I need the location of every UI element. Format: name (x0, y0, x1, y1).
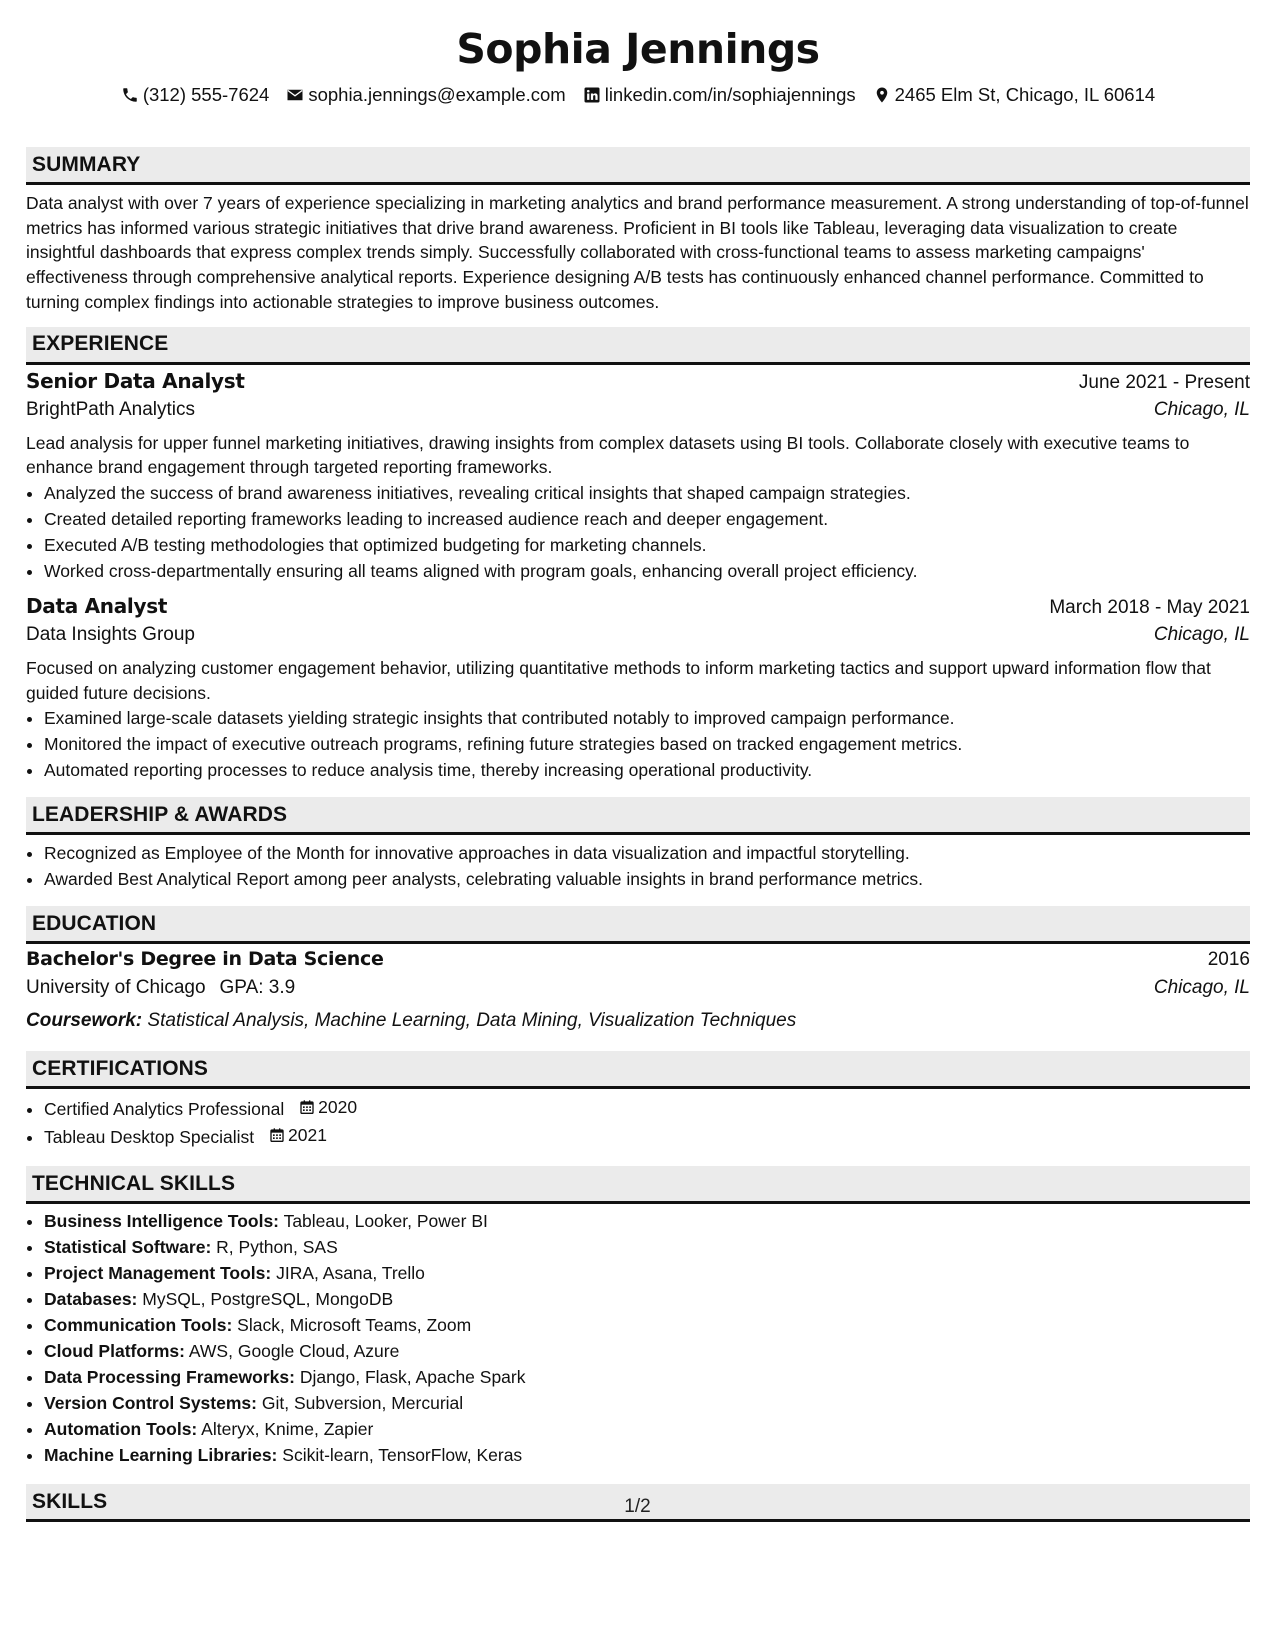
candidate-name: Sophia Jennings (456, 25, 820, 73)
list-item: • Automated reporting processes to reduce analysis time, thereby increasing operational productivity. (44, 757, 1250, 783)
skill-values: Alteryx, Knime, Zapier (201, 1419, 374, 1440)
summary-heading: SUMMARY (26, 147, 1250, 185)
leadership-list (26, 840, 1250, 892)
job-bullets (26, 705, 1250, 783)
list-item (44, 1442, 1250, 1468)
calendar-icon (299, 1099, 315, 1115)
list-item (44, 1338, 1250, 1364)
list-item (44, 1260, 1250, 1286)
education-heading: EDUCATION (26, 906, 1250, 944)
calendar-icon (269, 1127, 285, 1143)
list-item (44, 1364, 1250, 1390)
phone-text: (312) 555-7624 (142, 84, 270, 105)
cert-year: 2020 (318, 1097, 358, 1118)
list-item: • Monitored the impact of executive outreach programs, refining future strategies based on tracked engagement metrics. (44, 731, 1250, 757)
list-item: • Awarded Best Analytical Report among peer analysts, celebrating valuable insights in brand performance metrics. (44, 866, 1250, 892)
list-item (44, 1234, 1250, 1260)
list-item: • Executed A/B testing methodologies that optimized budgeting for marketing channels. (44, 532, 1250, 558)
certifications-heading: CERTIFICATIONS (26, 1051, 1250, 1089)
list-item: • Analyzed the success of brand awareness initiatives, revealing critical insights that shaped campaign strategies. (44, 480, 1250, 506)
skill-category: Data Processing Frameworks: (44, 1367, 295, 1388)
skill-category: Cloud Platforms: (44, 1341, 185, 1362)
skill-values: Scikit-learn, TensorFlow, Keras (282, 1445, 523, 1466)
coursework-list: Statistical Analysis, Machine Learning, Data Mining, Visualization Techniques (147, 1010, 797, 1032)
list-item: • Examined large-scale datasets yielding strategic insights that contributed notably to improved campaign performance. (44, 705, 1250, 731)
list-item (44, 1122, 1250, 1150)
list-item (44, 1390, 1250, 1416)
linkedin-text: linkedin.com/in/sophiajennings (604, 84, 856, 105)
list-item: • Created detailed reporting frameworks leading to increased audience reach and deeper engagement. (44, 506, 1250, 532)
technical-skills-heading: TECHNICAL SKILLS (26, 1166, 1250, 1204)
job-company: Data Insights Group (26, 623, 195, 645)
envelope-icon (286, 86, 304, 104)
resume-page (26, 0, 1250, 1522)
email-text: sophia.jennings@example.com (308, 84, 566, 105)
leadership-heading: LEADERSHIP & AWARDS (26, 797, 1250, 835)
list-item (44, 1416, 1250, 1442)
degree: Bachelor's Degree in Data Science (26, 948, 384, 971)
skill-values: Tableau, Looker, Power BI (283, 1211, 488, 1232)
job-description: Focused on analyzing customer engagement behavior, utilizing quantitative methods to inform marketing tactics and support upward information flow that guided future decisions. (26, 657, 1211, 703)
page-number: 1/2 (624, 1496, 651, 1517)
contact-bar (26, 80, 1250, 110)
skill-values: Django, Flask, Apache Spark (299, 1367, 526, 1388)
coursework (26, 1006, 1250, 1035)
graduation-year: 2016 (1207, 949, 1250, 971)
job-location: Chicago, IL (1153, 623, 1250, 645)
experience-heading: EXPERIENCE (26, 327, 1250, 365)
skill-category: Machine Learning Libraries: (44, 1445, 278, 1466)
job-dates: March 2018 - May 2021 (1049, 596, 1250, 618)
contact-email[interactable] (286, 84, 565, 106)
skill-values: R, Python, SAS (216, 1237, 338, 1258)
skill-values: JIRA, Asana, Trello (276, 1263, 425, 1284)
skill-values: Git, Subversion, Mercurial (261, 1393, 464, 1414)
skill-values: MySQL, PostgreSQL, MongoDB (142, 1289, 394, 1310)
technical-skills-list (26, 1208, 1250, 1468)
skill-values: AWS, Google Cloud, Azure (188, 1341, 400, 1362)
list-item (44, 1312, 1250, 1338)
skill-category: Databases: (44, 1289, 138, 1310)
phone-icon (121, 86, 139, 104)
contact-linkedin[interactable] (583, 84, 856, 106)
skill-category: Automation Tools: (44, 1419, 198, 1440)
summary-text: Data analyst with over 7 years of experience specializing in marketing analytics and brand performance measurement. A strong understanding of top-of-funnel metrics has informed various strategic initiatives that drive brand awareness. Proficient in BI tools like Tableau, leveraging data visualization to create insightful dashboards that express complex trends simply. Successfully collaborated with cross-functional teams to assess marketing campaigns' effectiveness through comprehensive analytical reports. Experience designing A/B tests has continuously enhanced channel performance. Committed to turning complex findings into actionable strategies to improve business outcomes. (26, 193, 1249, 312)
education-entry (26, 948, 1250, 1035)
skill-category: Statistical Software: (44, 1237, 212, 1258)
list-item: • Recognized as Employee of the Month for innovative approaches in data visualization and impactful storytelling. (44, 840, 1250, 866)
address-text: 2465 Elm St, Chicago, IL 60614 (894, 84, 1156, 105)
school-name: University of Chicago (26, 977, 206, 999)
contact-address (873, 84, 1156, 106)
job-entry (26, 594, 1250, 783)
skill-category: Project Management Tools: (44, 1263, 272, 1284)
coursework-label: Coursework: (26, 1010, 143, 1032)
list-item: • Worked cross-departmentally ensuring all teams aligned with program goals, enhancing overall project efficiency. (44, 558, 1250, 584)
job-bullets (26, 480, 1250, 584)
certifications-list (26, 1094, 1250, 1150)
list-item (44, 1208, 1250, 1234)
gpa: GPA: 3.9 (219, 977, 296, 999)
job-title: Data Analyst (26, 593, 168, 618)
job-company: BrightPath Analytics (26, 398, 195, 420)
map-pin-icon (873, 86, 891, 104)
skill-category: Version Control Systems: (44, 1393, 257, 1414)
skill-category: Communication Tools: (44, 1315, 233, 1336)
job-description: Lead analysis for upper funnel marketing initiatives, drawing insights from complex datasets using BI tools. Collaborate closely with executive teams to enhance brand engagement through targeted reporting frameworks. (26, 432, 1190, 478)
list-item (44, 1286, 1250, 1312)
skills-heading: SKILLS (26, 1484, 1250, 1522)
job-location: Chicago, IL (1153, 398, 1250, 420)
list-item (44, 1094, 1250, 1122)
cert-name: Certified Analytics Professional (44, 1099, 285, 1120)
cert-year: 2021 (288, 1125, 327, 1146)
skill-category: Business Intelligence Tools: (44, 1211, 280, 1232)
school-location: Chicago, IL (1153, 977, 1250, 999)
job-entry (26, 369, 1250, 584)
contact-phone[interactable] (121, 84, 270, 106)
skill-values: Slack, Microsoft Teams, Zoom (237, 1315, 472, 1336)
job-dates: June 2021 - Present (1078, 371, 1250, 393)
job-title: Senior Data Analyst (26, 368, 245, 393)
cert-name: Tableau Desktop Specialist (44, 1127, 255, 1148)
linkedin-icon (583, 86, 601, 104)
